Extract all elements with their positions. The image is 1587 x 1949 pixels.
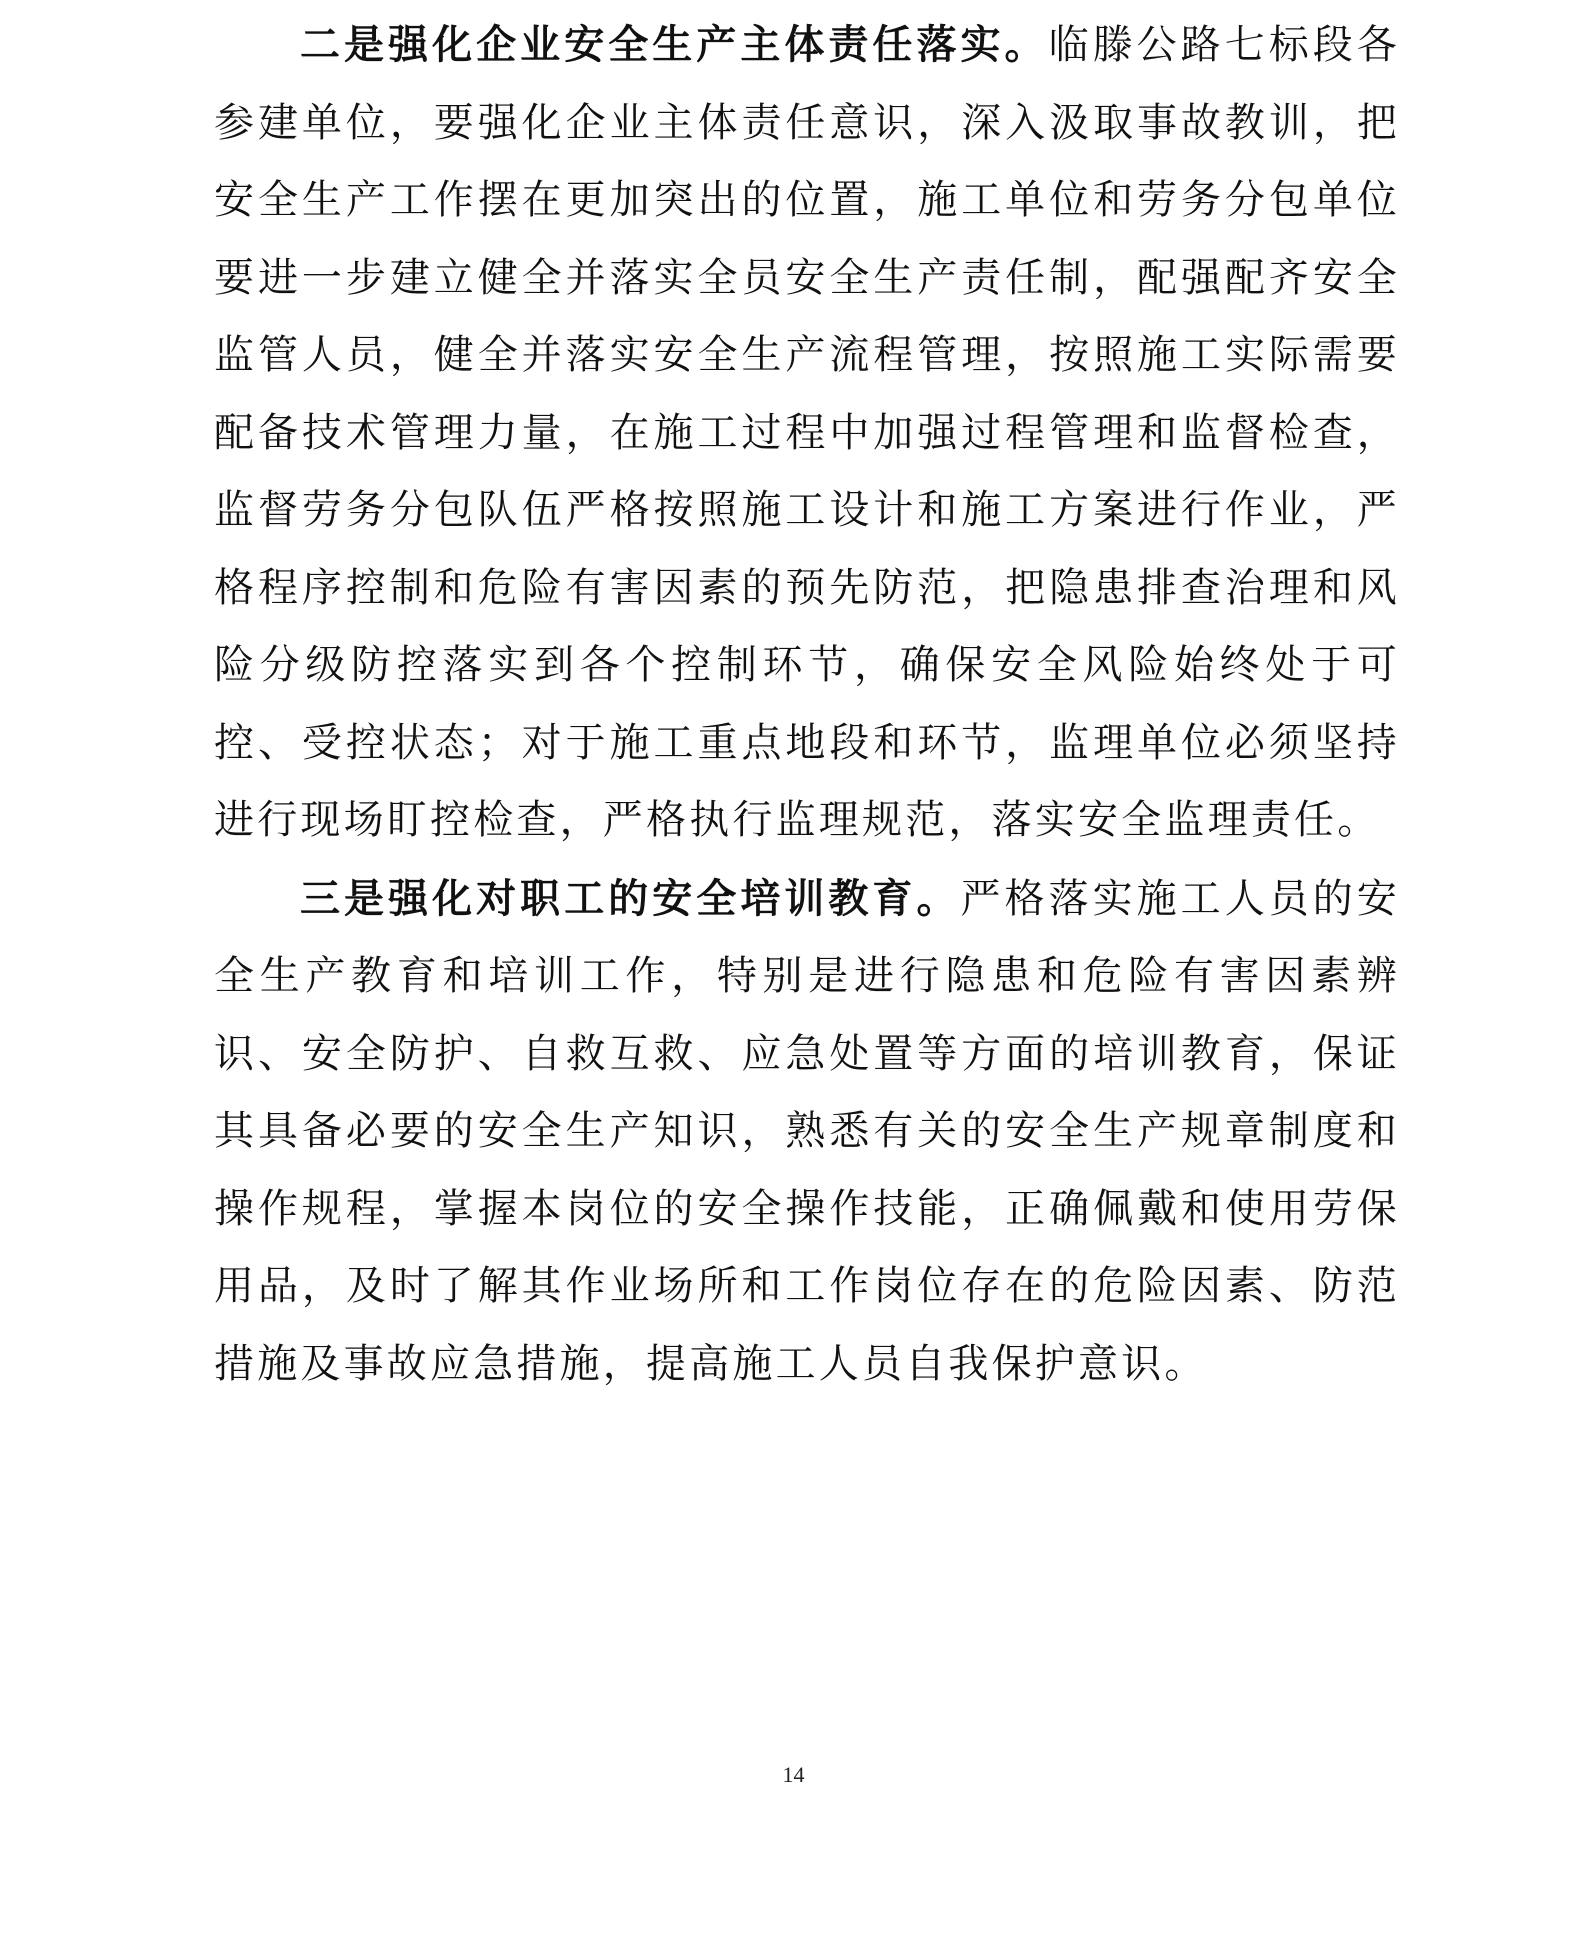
paragraph-lead-bold: 三是强化对职工的安全培训教育。 (300, 874, 961, 922)
document-body (214, 6, 1400, 1403)
paragraph-2-responsibility (214, 6, 1400, 860)
paragraph-3-training (214, 860, 1400, 1404)
paragraph-body-text: 临滕公路七标段各参建单位，要强化企业主体责任意识，深入汲取事故教训，把安全生产工作摆在更加突出的位置，施工单位和劳务分包单位要进一步建立健全并落实全员安全生产责任制，配强配齐安全监管人员，健全并落实安全生产流程管理，按照施工实际需要配备技术管理力量，在施工过程中加强过程管理和监督检查，监督劳务分包队伍严格按照施工设计和施工方案进行作业，严格程序控制和危险有害因素的预先防范，把隐患排查治理和风险分级防控落实到各个控制环节，确保安全风险始终处于可控、受控状态；对于施工重点地段和环节，监理单位必须坚持进行现场盯控检查，严格执行监理规范，落实安全监理责任。 (214, 22, 1400, 843)
paragraph-body-text: 严格落实施工人员的安全生产教育和培训工作，特别是进行隐患和危险有害因素辨识、安全防护、自救互救、应急处置等方面的培训教育，保证其具备必要的安全生产知识，熟悉有关的安全生产规章制度和操作规程，掌握本岗位的安全操作技能，正确佩戴和使用劳保用品，及时了解其作业场所和工作岗位存在的危险因素、防范措施及事故应急措施，提高施工人员自我保护意识。 (214, 875, 1400, 1387)
paragraph-lead-bold: 二是强化企业安全生产主体责任落实。 (300, 21, 1049, 68)
page-number: 14 (782, 1762, 805, 1787)
